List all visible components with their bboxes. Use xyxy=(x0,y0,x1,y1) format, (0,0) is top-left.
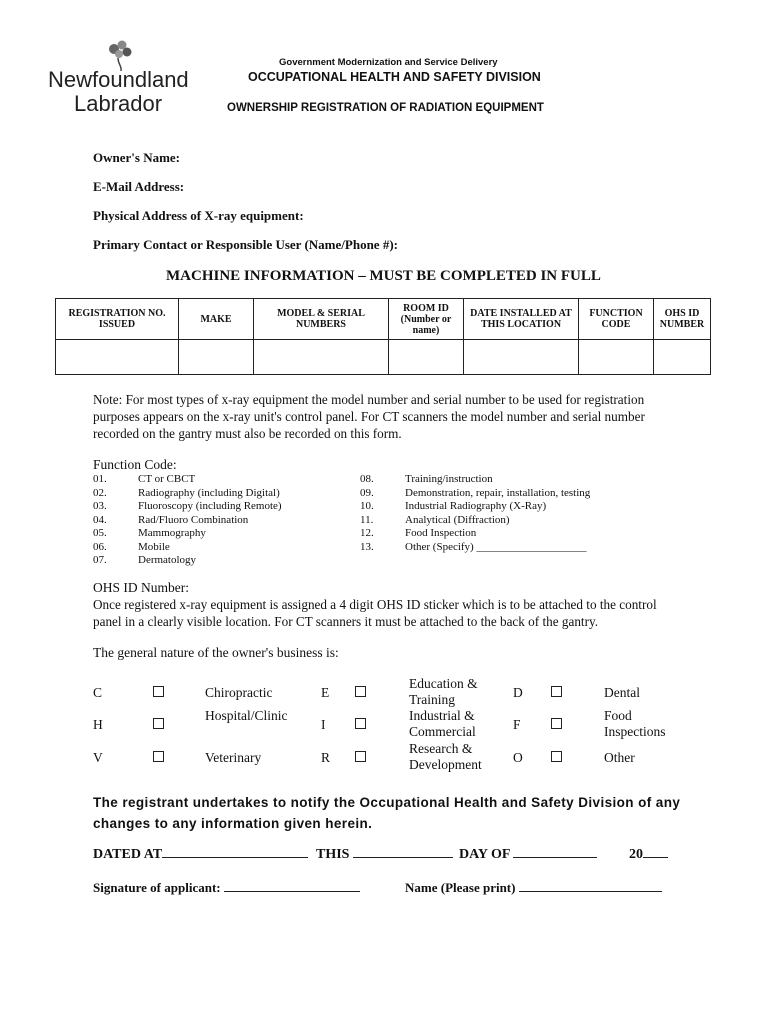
function-code-label: Dermatology xyxy=(138,554,197,566)
col-room-id: ROOM ID (Number or name) xyxy=(389,299,464,340)
function-code-number: 04. xyxy=(93,513,107,526)
note-paragraph: Note: For most types of x-ray equipment the model number and serial number to be used for registration purposes appears on the x-ray unit's control panel. For CT scanners the model number and serial number recorded on the gantry must also be recorded on this form. xyxy=(93,392,645,441)
business-checkbox[interactable] xyxy=(551,686,562,697)
undertaking-statement: The registrant undertakes to notify the Occupational Health and Safety Division of any changes to any information given herein. xyxy=(93,795,681,831)
day-of-label: DAY OF xyxy=(459,847,510,862)
business-checkbox[interactable] xyxy=(355,751,366,762)
year-field xyxy=(629,847,668,863)
signature-blank[interactable] xyxy=(224,890,360,892)
function-code-item xyxy=(93,500,282,514)
name-print-field xyxy=(405,880,662,896)
function-code-item xyxy=(360,473,590,487)
model-serial-cell[interactable] xyxy=(254,340,389,375)
day-of-blank[interactable] xyxy=(513,856,597,858)
physical-address-label: Physical Address of X-ray equipment: xyxy=(93,208,304,223)
business-option-label: Dental xyxy=(604,685,640,700)
email-label: E-Mail Address: xyxy=(93,179,185,194)
table-header-row xyxy=(56,299,711,340)
function-code-number: 11. xyxy=(360,513,374,526)
function-code-label: Demonstration, repair, installation, testing xyxy=(405,486,591,499)
col-function-code: FUNCTION CODE xyxy=(579,299,654,340)
function-code-item xyxy=(93,527,282,541)
business-option-label: Hospital/Clinic xyxy=(205,708,288,723)
dated-at-label: DATED AT xyxy=(93,847,163,862)
function-code-label: Fluoroscopy (including Remote) xyxy=(138,500,282,512)
division-name: OCCUPATIONAL HEALTH AND SAFETY DIVISION xyxy=(248,70,541,84)
function-code-list-right xyxy=(360,473,590,554)
function-code-item xyxy=(93,554,282,568)
function-code-item xyxy=(93,541,282,555)
col-model-serial: MODEL & SERIAL NUMBERS xyxy=(254,299,389,340)
business-code-letter: C xyxy=(93,685,103,700)
function-code-item xyxy=(360,500,590,514)
function-code-item xyxy=(93,487,282,501)
function-code-label: Other (Specify) ____________________ xyxy=(405,540,587,553)
function-code-cell[interactable] xyxy=(579,340,654,375)
function-code-label: Industrial Radiography (X-Ray) xyxy=(405,500,547,512)
business-option-label: Food Inspections xyxy=(604,708,666,739)
function-code-number: 08. xyxy=(360,473,374,485)
signature-label: Signature of applicant: xyxy=(93,880,221,895)
business-checkbox[interactable] xyxy=(153,718,164,729)
business-code-letter: F xyxy=(513,717,521,732)
function-code-number: 01. xyxy=(93,473,107,485)
function-code-item xyxy=(360,541,590,555)
function-code-label: Analytical (Diffraction) xyxy=(405,513,510,526)
function-code-number: 07. xyxy=(93,554,107,566)
col-make: MAKE xyxy=(179,299,254,340)
primary-contact-label: Primary Contact or Responsible User (Name/Phone #): xyxy=(93,237,398,252)
business-checkbox[interactable] xyxy=(551,718,562,729)
function-code-label: Mobile xyxy=(138,540,170,553)
business-code-letter: O xyxy=(513,750,523,765)
function-code-number: 05. xyxy=(93,527,107,539)
business-checkbox[interactable] xyxy=(355,718,366,729)
business-code-letter: H xyxy=(93,717,103,732)
business-title: The general nature of the owner's business is: xyxy=(93,645,339,660)
ohs-id-text: Once registered x-ray equipment is assigned a 4 digit OHS ID sticker which is to be attached to the control panel in a clearly visible location. For CT scanners it must be attached to the back of the gantry. xyxy=(93,597,657,629)
dated-at-blank[interactable] xyxy=(162,856,308,858)
function-code-item xyxy=(93,473,282,487)
business-code-letter: V xyxy=(93,750,103,765)
machine-info-table xyxy=(55,298,711,375)
function-code-number: 09. xyxy=(360,486,374,499)
function-code-item xyxy=(360,487,590,501)
business-option-label: Other xyxy=(604,750,635,765)
function-code-item xyxy=(360,514,590,528)
function-code-label: Training/instruction xyxy=(405,473,493,485)
owner-name-label: Owner's Name: xyxy=(93,150,181,165)
function-code-label: Radiography (including Digital) xyxy=(138,486,280,499)
ohs-id-cell[interactable] xyxy=(654,340,711,375)
function-code-number: 02. xyxy=(93,486,107,499)
ohs-id-title: OHS ID Number: xyxy=(93,580,189,595)
business-checkbox[interactable] xyxy=(355,686,366,697)
function-code-title: Function Code: xyxy=(93,457,177,472)
form-title: OWNERSHIP REGISTRATION OF RADIATION EQUIPMENT xyxy=(227,102,544,114)
business-checkbox[interactable] xyxy=(153,751,164,762)
signature-field xyxy=(93,880,360,896)
function-code-number: 12. xyxy=(360,527,374,539)
logo-line-1: Newfoundland xyxy=(48,67,189,92)
business-code-letter: I xyxy=(321,717,326,732)
business-option-label: Research & Development xyxy=(409,741,482,772)
date-installed-cell[interactable] xyxy=(464,340,579,375)
function-code-item xyxy=(93,514,282,528)
business-option-label: Education & Training xyxy=(409,676,478,707)
year-label: 20 xyxy=(629,847,643,862)
make-cell[interactable] xyxy=(179,340,254,375)
business-option-label: Industrial & Commercial xyxy=(409,708,476,739)
business-checkbox[interactable] xyxy=(551,751,562,762)
business-option-label: Chiropractic xyxy=(205,685,273,700)
function-code-label: Mammography xyxy=(138,527,206,539)
business-options xyxy=(93,676,693,776)
business-code-letter: R xyxy=(321,750,331,765)
function-code-label: CT or CBCT xyxy=(138,473,196,485)
function-code-number: 06. xyxy=(93,540,107,553)
business-code-letter: D xyxy=(513,685,523,700)
table-row xyxy=(56,340,711,375)
department-name: Government Modernization and Service Delivery xyxy=(279,57,498,68)
business-code-letter: E xyxy=(321,685,330,700)
registration-cell[interactable] xyxy=(56,340,179,375)
function-code-label: Food Inspection xyxy=(405,527,477,539)
col-ohs-id: OHS ID NUMBER xyxy=(654,299,711,340)
function-code-label: Rad/Fluoro Combination xyxy=(138,513,249,526)
this-field xyxy=(316,847,453,863)
name-print-blank[interactable] xyxy=(519,890,662,892)
col-registration: REGISTRATION NO. ISSUED xyxy=(56,299,179,340)
function-code-number: 03. xyxy=(93,500,107,512)
business-option-label: Veterinary xyxy=(205,750,262,765)
function-code-number: 10. xyxy=(360,500,374,512)
dated-at-field xyxy=(93,847,308,863)
this-blank[interactable] xyxy=(353,856,453,858)
function-code-list-left xyxy=(93,473,282,568)
logo-line-2: Labrador xyxy=(74,91,163,116)
this-label: THIS xyxy=(316,847,350,862)
name-print-label: Name (Please print) xyxy=(405,880,516,895)
day-of-field xyxy=(459,847,597,863)
function-code-number: 13. xyxy=(360,540,374,553)
year-blank[interactable] xyxy=(643,856,668,858)
business-checkbox[interactable] xyxy=(153,686,164,697)
room-id-cell[interactable] xyxy=(389,340,464,375)
function-code-item xyxy=(360,527,590,541)
newfoundland-labrador-logo xyxy=(48,40,198,120)
col-date-installed: DATE INSTALLED AT THIS LOCATION xyxy=(464,299,579,340)
machine-section-title: MACHINE INFORMATION – MUST BE COMPLETED IN FULL xyxy=(166,268,601,284)
